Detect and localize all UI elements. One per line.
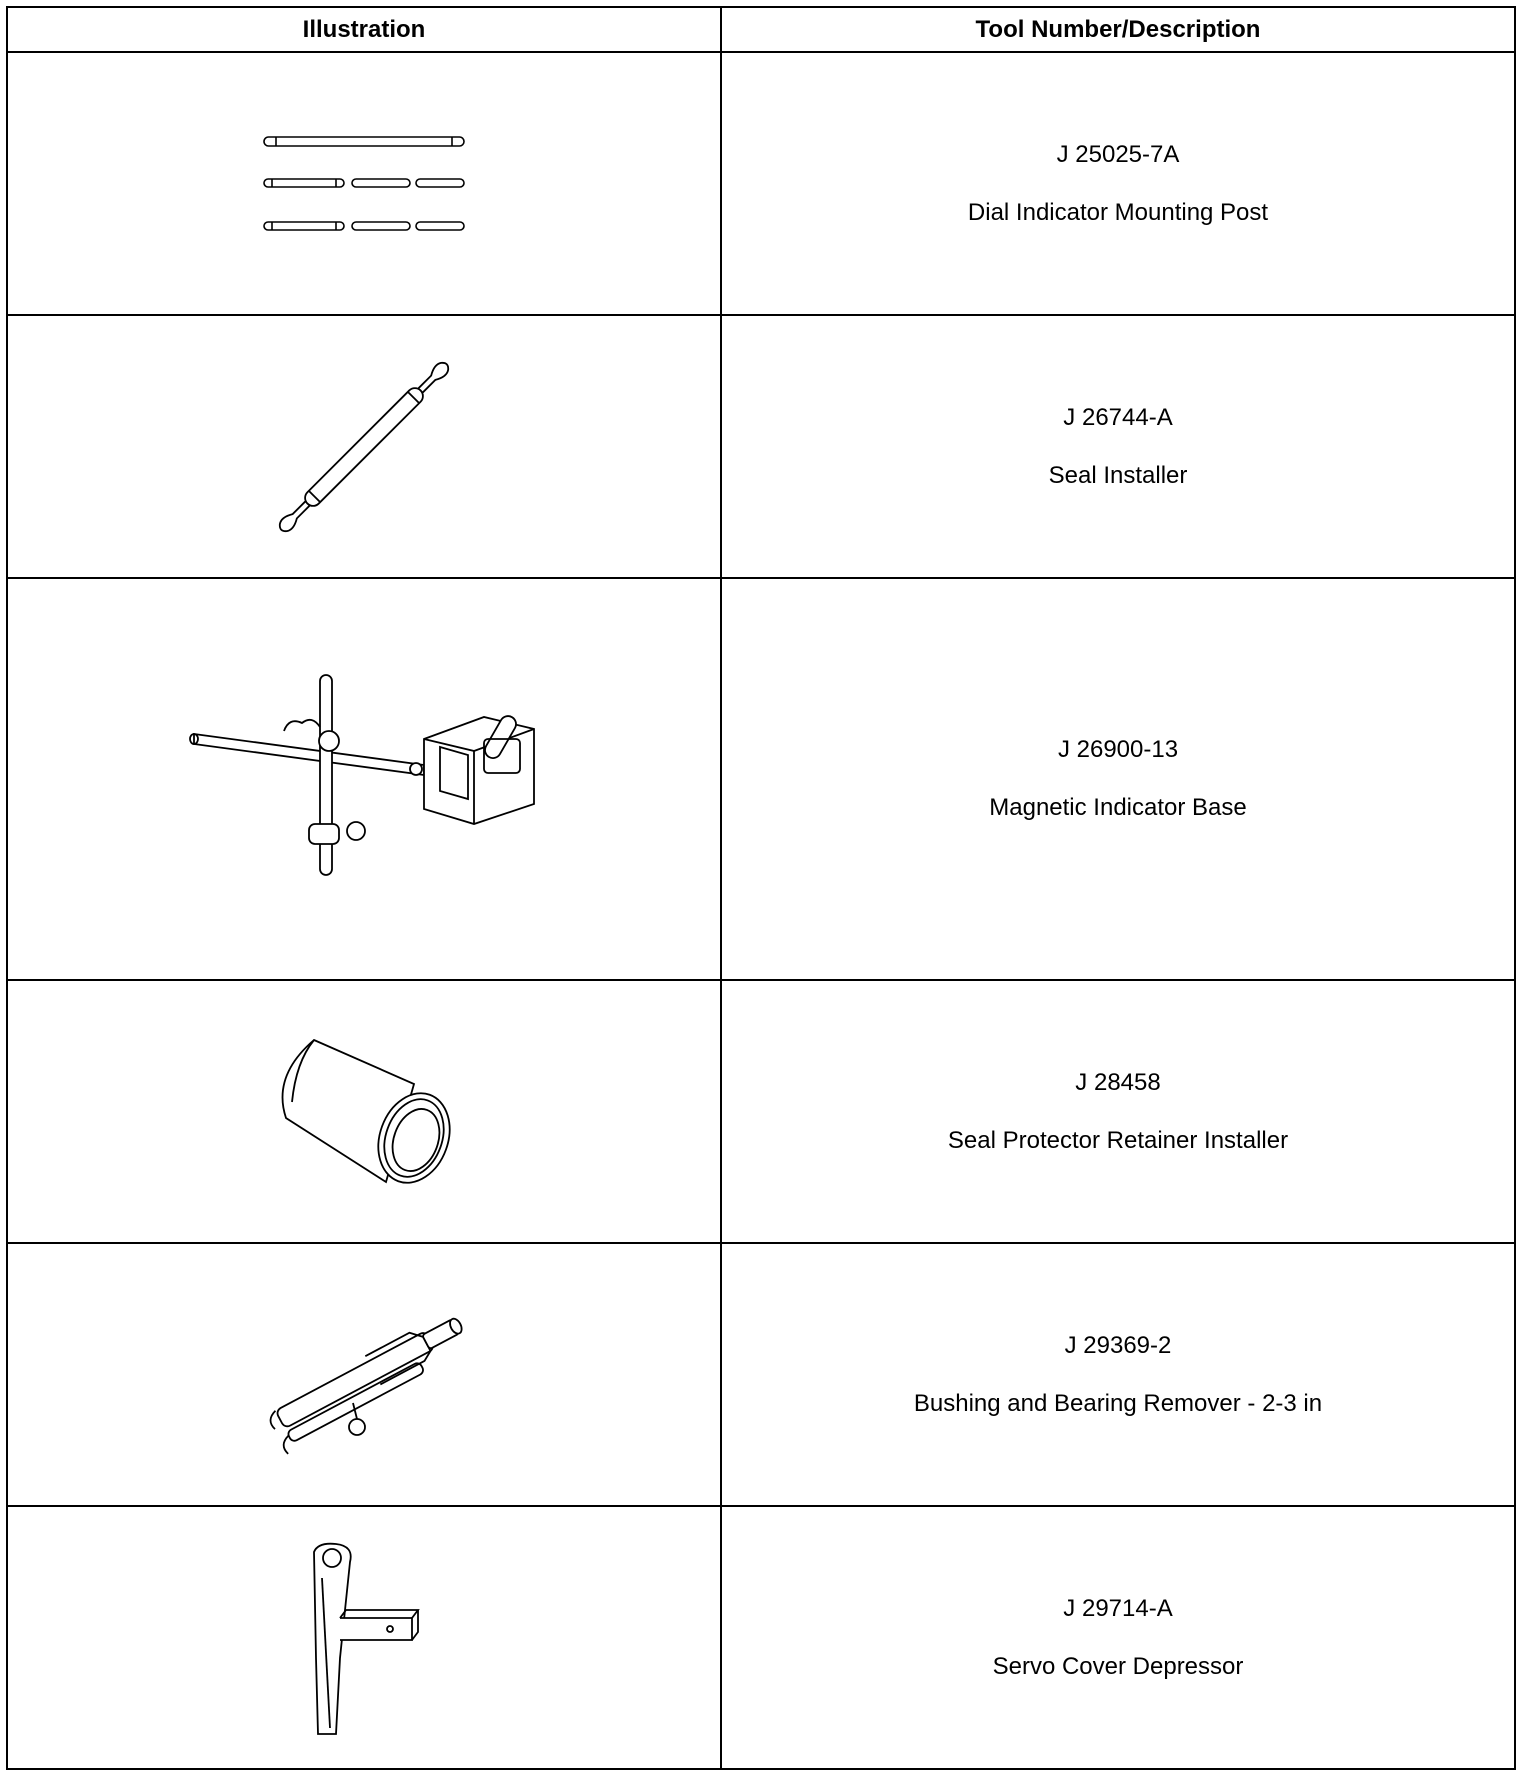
mounting-posts-icon xyxy=(244,129,484,239)
magnetic-base-icon xyxy=(184,669,544,889)
tool-number: J 26744-A xyxy=(1063,403,1173,431)
illustration-cell xyxy=(7,52,721,315)
seal-installer-icon xyxy=(254,342,474,552)
illustration-cell xyxy=(7,980,721,1243)
description-cell xyxy=(721,52,1515,315)
bushing-remover-icon xyxy=(249,1295,479,1455)
tool-number: J 29369-2 xyxy=(1064,1331,1172,1359)
illustration-cell xyxy=(7,578,721,980)
tools-table xyxy=(6,6,1516,1770)
table-row xyxy=(7,980,1515,1243)
table-row xyxy=(7,315,1515,578)
tool-description: Servo Cover Depressor xyxy=(992,1652,1244,1680)
tool-description: Seal Installer xyxy=(1048,461,1188,489)
retainer-installer-icon xyxy=(264,1032,464,1192)
illustration-cell xyxy=(7,1243,721,1506)
servo-depressor-icon xyxy=(294,1538,434,1738)
header-row xyxy=(7,7,1515,52)
header-illustration: Illustration xyxy=(7,7,721,52)
table-row xyxy=(7,1243,1515,1506)
description-cell xyxy=(721,1506,1515,1769)
description-cell xyxy=(721,1243,1515,1506)
illustration-cell xyxy=(7,315,721,578)
tool-number: J 29714-A xyxy=(1063,1594,1173,1622)
table-row xyxy=(7,578,1515,980)
tool-description: Magnetic Indicator Base xyxy=(989,794,1247,821)
illustration-cell xyxy=(7,1506,721,1769)
description-cell xyxy=(721,980,1515,1243)
tool-description: Dial Indicator Mounting Post xyxy=(967,198,1269,226)
tool-number: J 26900-13 xyxy=(1057,736,1179,763)
tool-number: J 28458 xyxy=(1075,1068,1161,1096)
description-cell xyxy=(721,578,1515,980)
description-cell xyxy=(721,315,1515,578)
table-row xyxy=(7,1506,1515,1769)
header-tool-number-description: Tool Number/Description xyxy=(721,7,1515,52)
tool-description: Seal Protector Retainer Installer xyxy=(947,1126,1289,1154)
tool-number: J 25025-7A xyxy=(1056,140,1180,168)
table-row xyxy=(7,52,1515,315)
tool-description: Bushing and Bearing Remover - 2-3 in xyxy=(913,1389,1323,1417)
